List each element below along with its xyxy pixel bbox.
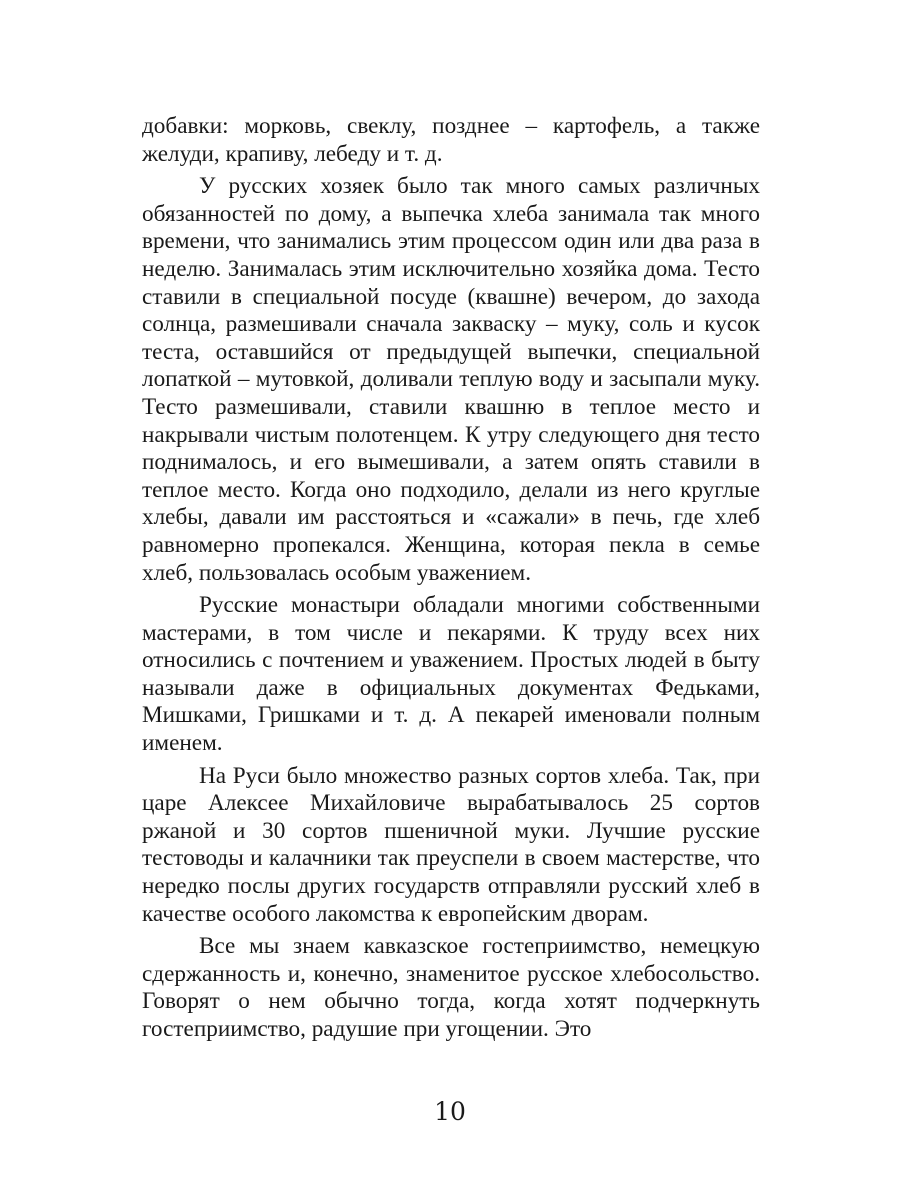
paragraph-continuation: добавки: морковь, свеклу, позднее – картофель, а также желуди, крапиву, лебеду и т. д.	[142, 113, 760, 167]
paragraph-bread-varieties: На Руси было множество разных сортов хлеба. Так, при царе Алексее Михайловиче вырабатывалось 25 сортов ржаной и 30 сортов пшеничной муки. Лучшие русские тестоводы и калачники так преуспели в своем мастерстве, что нередко послы других государств отправляли русский хлеб в качестве особого лакомства к европейским дворам.	[142, 762, 760, 927]
paragraph-monasteries: Русские монастыри обладали многими собственными мастерами, в том числе и пекарями. К труду всех них относились с почтением и уважением. Простых людей в быту называли даже в официальных документах Федьками, Мишками, Гришками и т. д. А пекарей именовали полным именем.	[142, 592, 760, 757]
page-number: 10	[434, 1097, 466, 1126]
paragraph-hospitality: Все мы знаем кавказское гостеприимство, немецкую сдержанность и, конечно, знаменитое русское хлебосольство. Говорят о нем обычно тогда, когда хотят подчеркнуть гостеприимство, радушие при угощении. Это	[142, 933, 760, 1042]
paragraph-housewives-bread: У русских хозяек было так много самых различных обязанностей по дому, а выпечка хлеба занимала так много времени, что занимались этим процессом один или два раза в неделю. Занималась этим исключительно хозяйка дома. Тесто ставили в специальной посуде (квашне) вечером, до захода солнца, размешивали сначала закваску – муку, соль и кусок теста, оставшийся от предыдущей выпечки, специальной лопаткой – мутовкой, доливали теплую воду и засыпали муку. Тесто размешивали, ставили квашню в теплое место и накрывали чистым полотенцем. К утру следующего дня тесто поднималось, и его вымешивали, а затем опять ставили в теплое место. Когда оно подходило, делали из него круглые хлебы, давали им расстояться и «сажали» в печь, где хлеб равномерно пропекался. Женщина, которая пекла в семье хлеб, пользовалась особым уважением.	[142, 173, 760, 586]
body-text	[142, 113, 760, 1049]
